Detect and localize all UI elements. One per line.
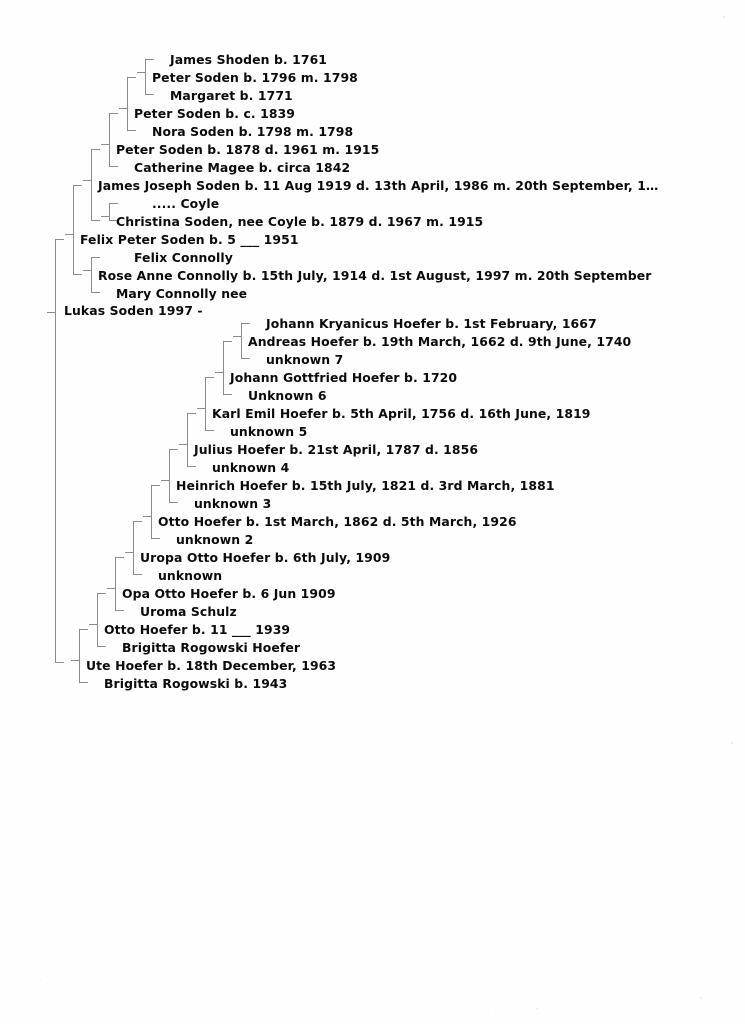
tree-connector [133, 521, 142, 575]
connector-stub [197, 408, 206, 409]
tree-person-h01: Johann Kryanicus Hoefer b. 1st February, 1667 [266, 316, 597, 331]
connector-stub [83, 180, 92, 181]
connector-stub [233, 336, 242, 337]
tree-person-h11: unknown 3 [194, 496, 272, 511]
scan-speck [723, 16, 725, 18]
connector-stub [101, 144, 110, 145]
tree-person-p13: Rose Anne Connolly b. 15th July, 1914 d. 1st August, 1997 m. 20th September [98, 268, 652, 283]
tree-person-h19: Brigitta Rogowski Hoefer [122, 640, 301, 655]
tree-person-h04: Johann Gottfried Hoefer b. 1720 [230, 370, 458, 385]
tree-person-h02: Andreas Hoefer b. 19th March, 1662 d. 9th June, 1740 [248, 334, 632, 349]
tree-person-h13: unknown 2 [176, 532, 254, 547]
tree-person-p04: Peter Soden b. c. 1839 [134, 106, 296, 121]
connector-stub [71, 660, 80, 661]
tree-person-h12: Otto Hoefer b. 1st March, 1862 d. 5th March, 1926 [158, 514, 517, 529]
scan-speck [731, 742, 733, 744]
tree-root-person: Lukas Soden 1997 - [64, 303, 203, 318]
tree-person-p10: Christina Soden, nee Coyle b. 1879 d. 1967 m. 1915 [116, 214, 484, 229]
connector-stub [143, 516, 152, 517]
connector-stub [215, 372, 224, 373]
tree-connector [73, 185, 82, 275]
connector-stub [101, 216, 110, 217]
tree-person-p03: Margaret b. 1771 [170, 88, 293, 103]
tree-connector [97, 593, 106, 647]
tree-person-h08: Julius Hoefer b. 21st April, 1787 d. 1856 [194, 442, 479, 457]
connector-stub [119, 108, 128, 109]
tree-person-p02: Peter Soden b. 1796 m. 1798 [152, 70, 358, 85]
tree-person-h07: unknown 5 [230, 424, 308, 439]
tree-person-p07: Catherine Magee b. circa 1842 [134, 160, 351, 175]
tree-person-p01: James Shoden b. 1761 [170, 52, 328, 67]
tree-connector [151, 485, 160, 539]
tree-person-p11: Felix Peter Soden b. 5 ___ 1951 [80, 232, 299, 247]
connector-stub [89, 624, 98, 625]
connector-stub [107, 588, 116, 589]
tree-person-h14: Uropa Otto Hoefer b. 6th July, 1909 [140, 550, 391, 565]
connector-stub [47, 312, 56, 313]
tree-person-h20: Ute Hoefer b. 18th December, 1963 [86, 658, 337, 673]
tree-person-p06: Peter Soden b. 1878 d. 1961 m. 1915 [116, 142, 380, 157]
tree-connector [205, 377, 214, 431]
tree-person-h21: Brigitta Rogowski b. 1943 [104, 676, 288, 691]
tree-person-h05: Unknown 6 [248, 388, 327, 403]
tree-connector [223, 341, 232, 395]
tree-connector [127, 77, 136, 131]
tree-person-h17: Uroma Schulz [140, 604, 237, 619]
tree-person-h16: Opa Otto Hoefer b. 6 Jun 1909 [122, 586, 336, 601]
tree-person-h15: unknown [158, 568, 223, 583]
scan-speck [40, 980, 41, 981]
connector-stub [83, 270, 92, 271]
tree-person-h03: unknown 7 [266, 352, 344, 367]
tree-connector [187, 413, 196, 467]
scan-speck [488, 1013, 489, 1014]
tree-person-p05: Nora Soden b. 1798 m. 1798 [152, 124, 354, 139]
connector-stub [179, 444, 188, 445]
tree-connector [55, 239, 64, 663]
tree-connector [109, 113, 118, 167]
connector-stub [161, 480, 170, 481]
tree-connector [115, 557, 124, 611]
tree-person-h10: Heinrich Hoefer b. 15th July, 1821 d. 3rd March, 1881 [176, 478, 555, 493]
tree-connector [169, 449, 178, 503]
tree-person-p09: ..... Coyle [152, 196, 220, 211]
tree-person-h18: Otto Hoefer b. 11 ___ 1939 [104, 622, 291, 637]
tree-connector [79, 629, 88, 683]
connector-stub [65, 234, 74, 235]
tree-person-p12: Felix Connolly [134, 250, 233, 265]
tree-person-h09: unknown 4 [212, 460, 290, 475]
scan-speck [700, 997, 702, 999]
connector-stub [125, 552, 134, 553]
tree-person-p14: Mary Connolly nee [116, 286, 248, 301]
scan-speck [536, 1008, 538, 1010]
tree-person-h06: Karl Emil Hoefer b. 5th April, 1756 d. 16th June, 1819 [212, 406, 591, 421]
tree-person-p08: James Joseph Soden b. 11 Aug 1919 d. 13th April, 1986 m. 20th September, 1… [98, 178, 659, 193]
connector-stub [137, 72, 146, 73]
